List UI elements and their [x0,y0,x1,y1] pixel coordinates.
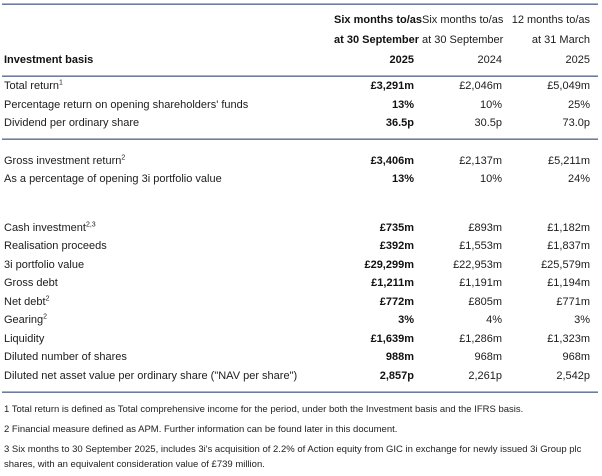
row-value-prior-period: £1,191m [459,277,502,290]
returns-section-rule [2,138,598,140]
footnote-reference: 2 [121,154,126,162]
row-value-prior-period: £2,137m [459,154,502,167]
column-header-prior-period-date: at 30 September [422,34,504,46]
row-value-prior-period: 10% [479,173,502,186]
column-header-current-year: 2025 [389,54,414,66]
row-label: Gross investment return$^2$ [4,154,126,167]
table-row [2,256,598,275]
row-value-full-year: £771m [556,295,590,308]
row-value-full-year: 2,542p [556,369,590,382]
table-row [2,96,598,115]
column-header-prior-period: Six months to/as [422,14,504,26]
row-value-prior-period: £22,953m [453,258,502,271]
column-header-current-period-date: at 30 September [334,34,419,46]
row-value-full-year: 25% [567,98,590,111]
portfolio-balance-sheet-section [2,219,598,392]
row-value-current-period: £29,299m [364,258,414,271]
row-value-current-period: £772m [379,295,414,308]
table-row [2,274,598,293]
row-value-current-period: £3,291m [370,80,414,93]
table-row [2,170,598,189]
table-row [2,311,598,330]
gross-return-section [2,152,598,189]
row-value-full-year: £1,323m [547,332,590,345]
row-label: Gearing$^2$ [4,313,48,327]
table-row [2,330,598,349]
row-value-current-period: £3,406m [370,154,414,167]
header-line-3 [2,50,598,70]
table-row [2,152,598,171]
row-value-prior-period: 2,261p [468,369,502,382]
row-value-current-period: £1,211m [371,277,414,290]
header-line-1 [2,10,598,30]
financial-summary-table [2,3,598,472]
table-bottom-rule [2,391,598,393]
row-label: 3i portfolio value [4,258,85,271]
column-header-full-year-year: 2025 [565,54,590,66]
footnote-3: 3 Six months to 30 September 2025, includes 3i's acquisition of 2.2% of Action equity from GIC in exchange for newly issued 3i Group plc shares, with an equivalent consideration value of £739 million. [4,444,582,470]
row-value-full-year: £1,194m [547,277,590,290]
header-line-2 [2,30,598,50]
row-value-current-period: 988m [385,351,414,364]
row-value-prior-period: £2,046m [459,80,502,93]
table-row [2,77,598,96]
footnote-1: 1 Total return is defined as Total comprehensive income for the period, under both the Investment basis and the IFRS basis. [4,404,524,415]
row-value-current-period: 2,857p [379,369,414,382]
investment-basis-label: Investment basis [4,54,94,66]
row-value-full-year: £5,211m [548,154,590,167]
row-value-current-period: 13% [391,98,414,111]
row-value-prior-period: £1,553m [459,240,502,253]
row-label: As a percentage of opening 3i portfolio value [4,173,222,186]
footnote-reference: 1 [59,79,63,87]
row-value-prior-period: £1,286m [459,332,502,345]
row-label: Percentage return on opening shareholders' funds [4,98,249,111]
row-value-prior-period: 4% [486,314,502,327]
table-row [2,293,598,312]
row-value-prior-period: £805m [468,295,502,308]
row-value-prior-period: £893m [468,221,502,234]
column-header-current-period: Six months to/as [334,14,423,26]
row-label: Cash investment$^{2,3}$ [4,221,96,234]
row-label: Diluted net asset value per ordinary share ("NAV per share") [4,369,298,382]
footnote-2: 2 Financial measure defined as APM. Further information can be found later in this document. [4,424,398,435]
table-header [2,5,598,75]
row-value-current-period: 36.5p [385,117,414,130]
column-header-full-year: 12 months to/as [511,14,590,26]
table-row [2,114,598,133]
row-label: Diluted number of shares [4,351,127,364]
row-value-full-year: 24% [567,173,590,186]
row-value-current-period: £1,639m [370,332,414,345]
row-value-prior-period: 30.5p [474,117,502,130]
row-value-prior-period: 10% [479,98,502,111]
row-value-full-year: 968m [562,351,590,364]
row-value-current-period: £735m [379,221,414,234]
footnote-reference: 2 [43,313,48,321]
row-label: Liquidity [4,332,45,345]
table-row [2,348,598,367]
row-label: Dividend per ordinary share [4,117,140,130]
table-row [2,367,598,386]
row-value-full-year: £1,837m [547,240,590,253]
row-value-current-period: 13% [391,173,414,186]
row-value-prior-period: 968m [474,351,502,364]
row-value-full-year: 73.0p [562,117,590,130]
column-header-prior-year: 2024 [477,54,502,66]
footnotes [2,402,598,472]
row-value-current-period: £392m [379,240,414,253]
row-value-full-year: £5,049m [547,80,590,93]
column-header-full-year-date: at 31 March [531,34,590,46]
returns-section [2,77,598,138]
row-value-full-year: £25,579m [541,258,590,271]
table-row [2,219,598,238]
footnote-reference: 2,3 [85,221,96,229]
row-label: Total return$^1$ [4,79,63,93]
row-value-full-year: £1,182m [547,221,590,234]
row-label: Gross debt [4,277,58,290]
row-label: Realisation proceeds [4,240,107,253]
row-value-current-period: 3% [398,314,414,327]
table-row [2,237,598,256]
row-value-full-year: 3% [574,314,590,327]
footnote-reference: 2 [45,295,50,303]
row-label: Net debt$^2$ [4,295,50,308]
